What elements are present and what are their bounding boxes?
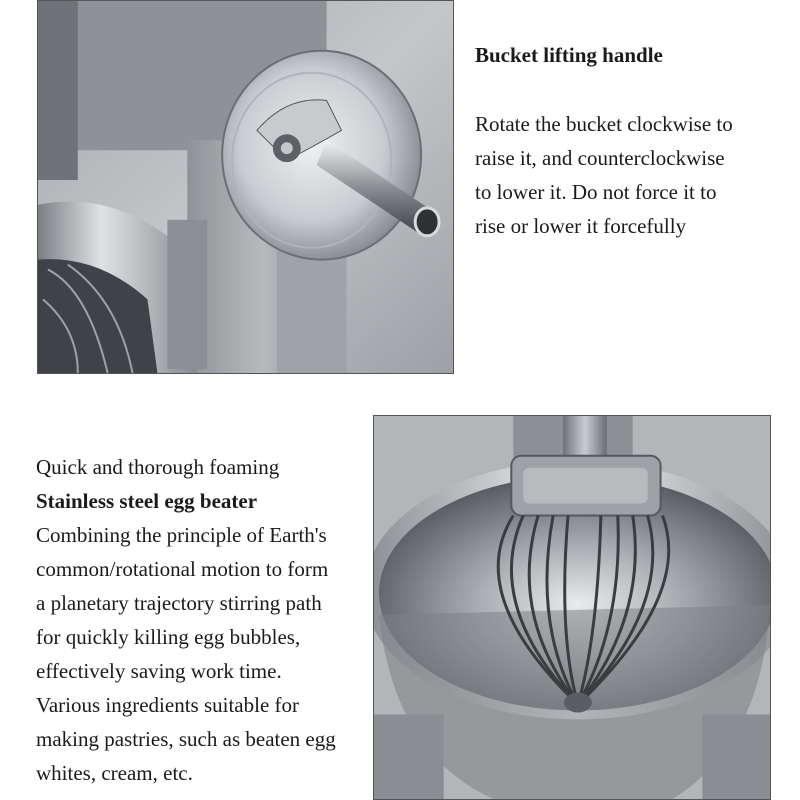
beater-line: making pastries, such as beaten egg <box>36 727 336 751</box>
beater-heading: Stainless steel egg beater <box>36 489 258 513</box>
handle-line: rise or lower it forcefully <box>475 214 687 238</box>
beater-photo-illustration <box>374 416 770 799</box>
beater-intro: Quick and thorough foaming <box>36 455 280 479</box>
handle-title: Bucket lifting handle <box>475 43 663 67</box>
handle-photo-illustration <box>38 1 453 373</box>
beater-line: common/rotational motion to form <box>36 557 329 581</box>
handle-line: to lower it. Do not force it to <box>475 180 717 204</box>
handle-body <box>475 107 785 243</box>
beater-line: Combining the principle of Earth's <box>36 523 327 547</box>
egg-beater-photo <box>373 415 771 800</box>
handle-line: Rotate the bucket clockwise to <box>475 112 733 136</box>
beater-line: Various ingredients suitable for <box>36 693 300 717</box>
beater-description <box>36 450 376 790</box>
beater-line: whites, cream, etc. <box>36 761 193 785</box>
beater-line: a planetary trajectory stirring path <box>36 591 322 615</box>
handle-line: raise it, and counterclockwise <box>475 146 725 170</box>
beater-line: effectively saving work time. <box>36 659 282 683</box>
beater-line: for quickly killing egg bubbles, <box>36 625 301 649</box>
handle-description <box>475 38 785 243</box>
bucket-lifting-handle-photo <box>37 0 454 374</box>
